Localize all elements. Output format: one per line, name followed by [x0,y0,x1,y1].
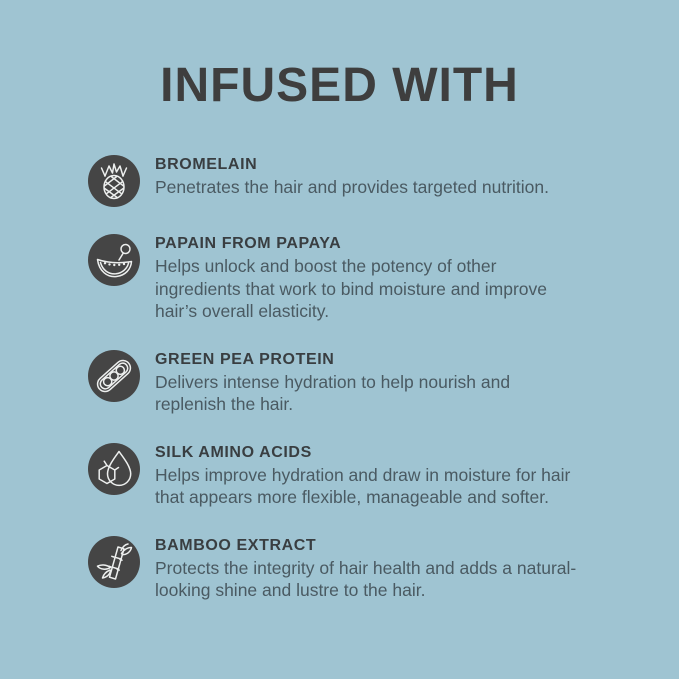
ingredient-name: BAMBOO EXTRACT [155,536,317,554]
ingredient-text [155,155,549,199]
icon-circle [88,536,140,588]
ingredient-row-green-pea [88,350,583,416]
ingredient-row-papain [88,234,583,323]
ingredient-name: BROMELAIN [155,156,258,173]
ingredient-text [155,443,583,509]
bamboo-icon [88,536,140,588]
ingredient-text [155,234,583,323]
ingredient-text [155,536,583,602]
icon-circle [88,234,140,286]
icon-circle [88,155,140,207]
page-title: INFUSED WITH [160,59,519,112]
pineapple-icon [88,155,140,207]
ingredient-row-bamboo [88,536,583,602]
papaya-icon [88,234,140,286]
pea-pod-icon [88,350,140,402]
ingredient-description: Helps improve hydration and draw in moisture for hair that appears more flexible, manageable and softer. [155,464,571,507]
ingredient-name: GREEN PEA PROTEIN [155,350,335,368]
icon-circle [88,350,140,402]
ingredient-list [0,155,679,602]
ingredient-description: Protects the integrity of hair health and adds a natural-looking shine and lustre to the hair. [155,557,577,600]
droplet-molecule-icon [88,443,140,495]
ingredient-description: Delivers intense hydration to help nourish and replenish the hair. [155,371,511,414]
ingredient-row-bromelain [88,155,583,207]
ingredient-text [155,350,583,416]
ingredient-description: Helps unlock and boost the potency of other ingredients that work to bind moisture and improve hair’s overall elasticity. [155,256,548,321]
ingredient-name: SILK AMINO ACIDS [155,443,312,461]
ingredient-row-silk [88,443,583,509]
ingredient-description: Penetrates the hair and provides targeted nutrition. [155,177,549,197]
ingredient-name: PAPAIN FROM PAPAYA [155,235,342,252]
icon-circle [88,443,140,495]
